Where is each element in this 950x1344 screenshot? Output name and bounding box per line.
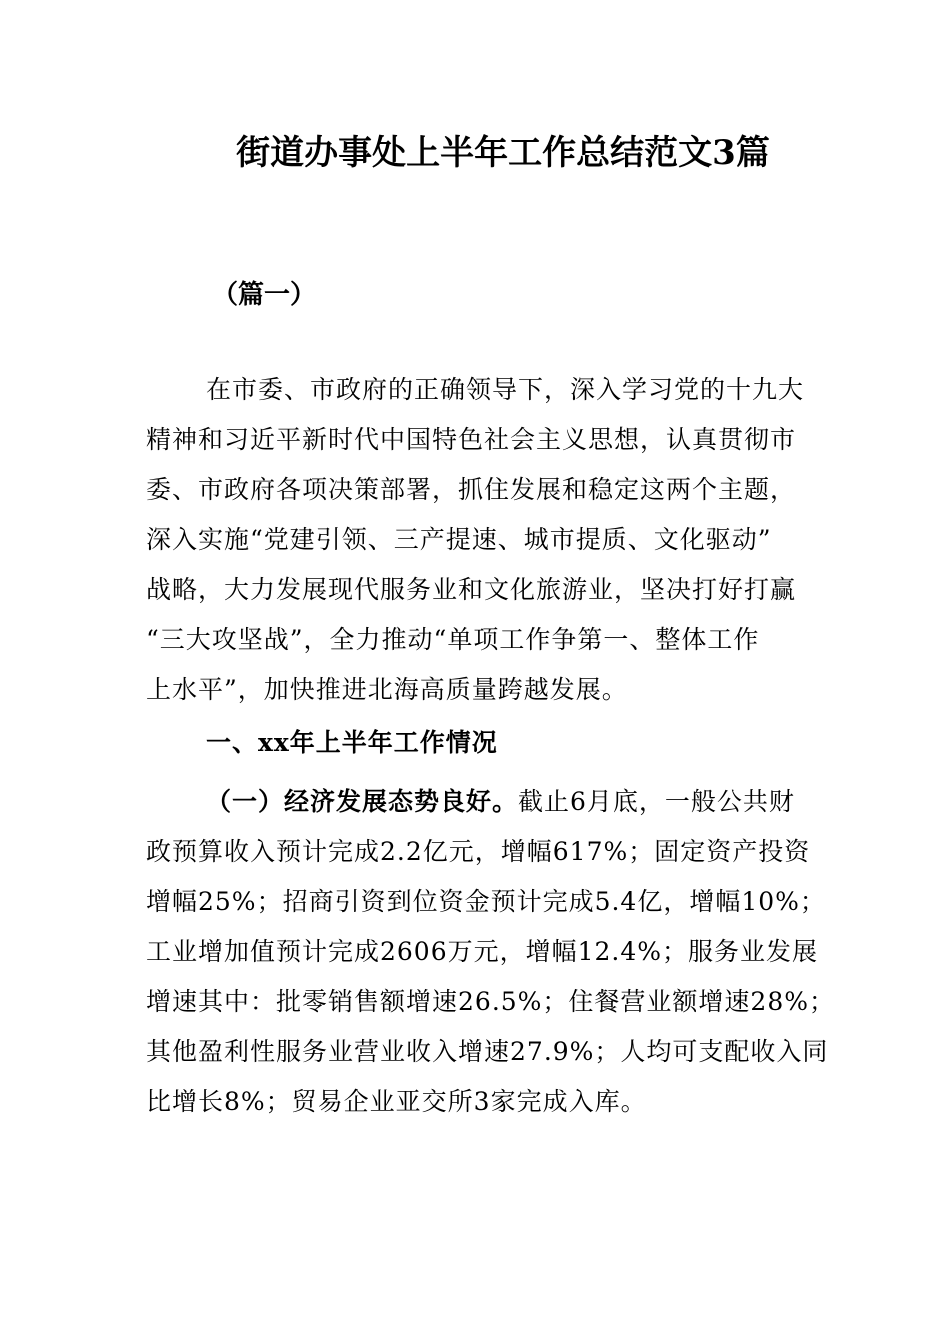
document-title: 街道办事处上半年工作总结范文3篇 [236, 133, 770, 173]
paragraph-line: 上水平”，加快推进北海高质量跨越发展。 [146, 675, 628, 704]
paragraph-line: “三大攻坚战”，全力推动“单项工作争第一、整体工作 [146, 625, 760, 654]
paragraph-line: 增速其中：批零销售额增速26.5%；住餐营业额增速28%； [146, 987, 835, 1016]
paragraph-line: 比增长8%；贸易企业亚交所3家完成入库。 [146, 1087, 647, 1116]
paragraph-line: 委、市政府各项决策部署，抓住发展和稳定这两个主题， [146, 475, 797, 504]
paragraph-line: 深入实施“党建引领、三产提速、城市提质、文化驱动” [146, 525, 772, 554]
paragraph-line [146, 777, 810, 827]
paragraph-text: 截止6月底，一般公共财 [518, 787, 795, 816]
paragraph-line: 战略，大力发展现代服务业和文化旅游业，坚决打好打赢 [146, 575, 797, 604]
paragraph-1 [146, 365, 810, 715]
paragraph-line: 政预算收入预计完成2.2亿元，增幅617%；固定资产投资 [146, 837, 811, 866]
section-label: （篇一） [212, 280, 317, 310]
paragraph-lead: （一）经济发展态势良好。 [206, 787, 519, 816]
paragraph-line: 在市委、市政府的正确领导下，深入学习党的十九大 [206, 375, 805, 404]
paragraph-line: 其他盈利性服务业营业收入增速27.9%；人均可支配收入同 [146, 1037, 829, 1066]
paragraph-2 [146, 777, 835, 1127]
section-heading: 一、xx年上半年工作情况 [206, 728, 498, 757]
paragraph-line: 精神和习近平新时代中国特色社会主义思想，认真贯彻市 [146, 425, 797, 454]
paragraph-line: 工业增加值预计完成2606万元，增幅12.4%；服务业发展 [146, 937, 819, 966]
paragraph-line: 增幅25%；招商引资到位资金预计完成5.4亿，增幅10%； [146, 887, 826, 916]
